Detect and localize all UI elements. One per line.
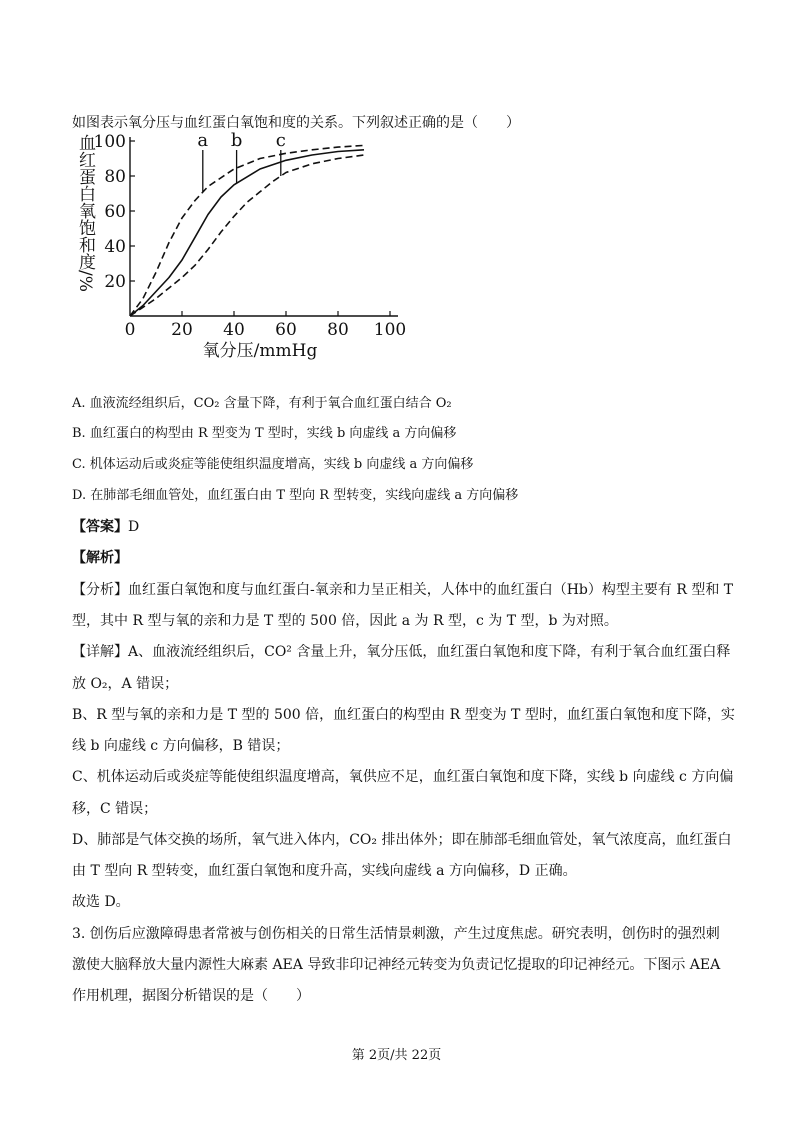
x-tick-label: 20	[171, 320, 193, 340]
chart-series	[130, 145, 364, 316]
page-footer: 第 2页/共 22页	[351, 1048, 442, 1063]
y-axis-label: 血红蛋白氧饱和度/%	[75, 134, 95, 292]
analysis-line: 线 b 向虚线 c 方向偏移，B 错误；	[72, 738, 290, 754]
x-tick-label: 60	[275, 320, 297, 340]
y-tick-label: 60	[104, 202, 126, 222]
option-a[interactable]: A. 血液流经组织后，CO₂ 含量下降，有利于氧合血红蛋白结合 O₂	[72, 396, 452, 411]
analysis-line: 【详解】A、血液流经组织后，CO² 含量上升，氧分压低，血红蛋白氧饱和度下降，有利于氧合血红蛋白释	[72, 644, 731, 660]
chart-labels	[197, 130, 285, 192]
question-stem: 如图表示氧分压与血红蛋白氧饱和度的关系。下列叙述正确的是（ ）	[72, 115, 520, 131]
next-question-line: 3. 创伤后应激障碍患者常被与创伤相关的日常生活情景刺激，产生过度焦虑。研究表明，创伤时的强烈刺	[72, 926, 720, 942]
x-tick-label: 0	[124, 320, 136, 340]
analysis-line: 故选 D。	[72, 894, 130, 910]
x-tick-label: 100	[373, 320, 407, 340]
series-label-b: b	[230, 130, 243, 151]
option-d[interactable]: D. 在肺部毛细血管处，血红蛋白由 T 型向 R 型转变，实线向虚线 a 方向偏移	[72, 488, 519, 503]
oxygen-saturation-chart	[70, 126, 415, 364]
option-c[interactable]: C. 机体运动后或炎症等能使组织温度增高，实线 b 向虚线 a 方向偏移	[72, 457, 474, 472]
analysis-line: 由 T 型向 R 型转变，血红蛋白氧饱和度升高，实线向虚线 a 方向偏移，D 正确。	[72, 863, 577, 879]
analysis-line: D、肺部是气体交换的场所，氧气进入体内，CO₂ 排出体外；即在肺部毛细血管处，氧气浓度高，血红蛋白	[72, 832, 732, 848]
answer-row	[72, 518, 139, 536]
series-label-a: a	[197, 130, 209, 151]
x-tick-label: 80	[327, 320, 349, 340]
x-axis-label: 氧分压/mmHg	[202, 341, 318, 361]
analysis-line: 型，其中 R 型与氧的亲和力是 T 型的 500 倍，因此 a 为 R 型，c 为 T 型，b 为对照。	[72, 613, 618, 629]
next-question-line: 作用机理，据图分析错误的是（ ）	[72, 988, 310, 1004]
analysis-line: 放 O₂，A 错误；	[72, 676, 179, 692]
y-tick-label: 100	[93, 132, 126, 152]
x-tick-label: 40	[223, 320, 245, 340]
analysis-line: C、机体运动后或炎症等能使组织温度增高，氧供应不足，血红蛋白氧饱和度下降，实线 b 向虚线 c 方向偏	[72, 769, 734, 785]
y-tick-label: 20	[104, 272, 126, 292]
series-line-a	[130, 145, 364, 316]
series-label-c: c	[275, 130, 286, 151]
analysis-header: 【解析】	[72, 550, 128, 566]
answer-label: 【答案】	[72, 519, 128, 535]
answer-value: D	[128, 519, 140, 535]
series-line-c	[130, 155, 364, 316]
analysis-line: B、R 型与氧的亲和力是 T 型的 500 倍，血红蛋白的构型由 R 型变为 T 型时，血红蛋白氧饱和度下降，实	[72, 707, 735, 723]
next-question-line: 激使大脑释放大量内源性大麻素 AEA 导致非印记神经元转变为负责记忆提取的印记神经元。下图示 AEA	[72, 957, 721, 973]
series-line-b	[130, 150, 364, 316]
y-tick-label: 40	[104, 237, 126, 257]
y-tick-label: 80	[104, 167, 126, 187]
analysis-line: 【分析】血红蛋白氧饱和度与血红蛋白-氧亲和力呈正相关，人体中的血红蛋白（Hb）构型主要有 R 型和 T	[72, 582, 734, 598]
option-b[interactable]: B. 血红蛋白的构型由 R 型变为 T 型时，实线 b 向虚线 a 方向偏移	[72, 426, 457, 441]
analysis-line: 移，C 错误；	[72, 801, 158, 817]
